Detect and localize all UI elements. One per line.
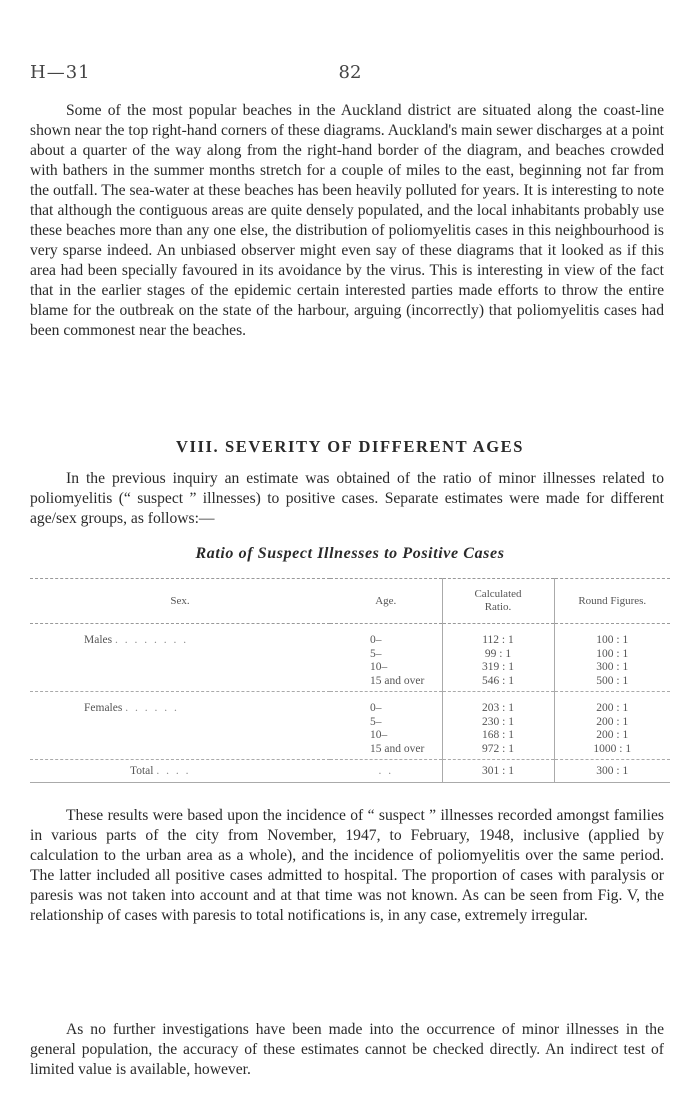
table-row: Males . . . . . . . . 0– 112 : 1 100 : 1 (30, 634, 670, 648)
table-row-total: Total . . . . . . 301 : 1 300 : 1 (30, 760, 670, 783)
table-title: Ratio of Suspect Illnesses to Positive Cases (195, 545, 505, 562)
table-row: 5– 230 : 1 200 : 1 (30, 716, 670, 730)
paragraph-further-investigations: As no further investigations have been made into the occurrence of minor illnesses in the general population, the accuracy of these estimates cannot be checked directly. An indirect test of limited value is available, however. (30, 1021, 664, 1078)
table-row: Females . . . . . . 0– 203 : 1 200 : 1 (30, 702, 670, 716)
ratio-table (30, 578, 670, 783)
table-row: 15 and over 972 : 1 1000 : 1 (30, 743, 670, 760)
page-number: 82 (338, 62, 362, 83)
document-code: H—31 (30, 62, 91, 83)
header-round-figures: Round Figures. (554, 579, 670, 624)
table-row: 15 and over 546 : 1 500 : 1 (30, 675, 670, 692)
section-title: VIII. SEVERITY OF DIFFERENT AGES (175, 437, 525, 456)
header-sex: Sex. (30, 579, 330, 624)
paragraph-results-basis: These results were based upon the incidence of “ suspect ” illnesses recorded amongst families in various parts of the city from November, 1947, to February, 1948, inclusive (applied by calculation to the urban area as a whole), and the incidence of poliomyelitis over the same period. The latter included all positive cases admitted to hospital. The proportion of cases with paralysis or paresis was not taken into account and at that time was not known. As can be seen from Fig. V, the relationship of cases with paresis to total notifications is, in any case, extremely irregular. (30, 807, 664, 924)
table-row: 10– 168 : 1 200 : 1 (30, 729, 670, 743)
header-calculated-ratio: Calculated Ratio. (442, 579, 554, 624)
paragraph-beaches: Some of the most popular beaches in the Auckland district are situated along the coast-line shown near the top right-hand corners of these diagrams. Auckland's main sewer discharges at a point about a quarter of the way along from the right-hand border of the diagram, and beaches crowded with bathers in the summer months stretch for a couple of miles to the east, beginning not far from the outfall. The sea-water at these beaches has been heavily polluted for years. It is interesting to note that although the contiguous areas are quite densely populated, and the local inhabitants probably use these beaches more than any one else, the distribution of poliomyelitis cases in this neighbourhood is very sparse indeed. An unbiased observer might even say of these diagrams that it looked as if this area had been specially favoured in its avoidance by the virus. This is interesting in view of the fact that in the earlier stages of the epidemic certain interested parties made efforts to throw the entire blame for the outbreak on the state of the harbour, arguing (incorrectly) that poliomyelitis cases had been commonest near the beaches. (30, 102, 664, 339)
table-row: 5– 99 : 1 100 : 1 (30, 648, 670, 662)
total-label: Total (130, 765, 154, 777)
group-label-females: Females (84, 702, 123, 714)
group-label-males: Males (84, 634, 113, 646)
paragraph-previous-inquiry: In the previous inquiry an estimate was obtained of the ratio of minor illnesses related to poliomyelitis (“ suspect ” illnesses) to positive cases. Separate estimates were made for different age/sex groups, as follows:— (30, 470, 664, 527)
page-header (30, 62, 670, 84)
table-header-row (30, 579, 670, 624)
table-row: 10– 319 : 1 300 : 1 (30, 661, 670, 675)
header-age: Age. (330, 579, 442, 624)
